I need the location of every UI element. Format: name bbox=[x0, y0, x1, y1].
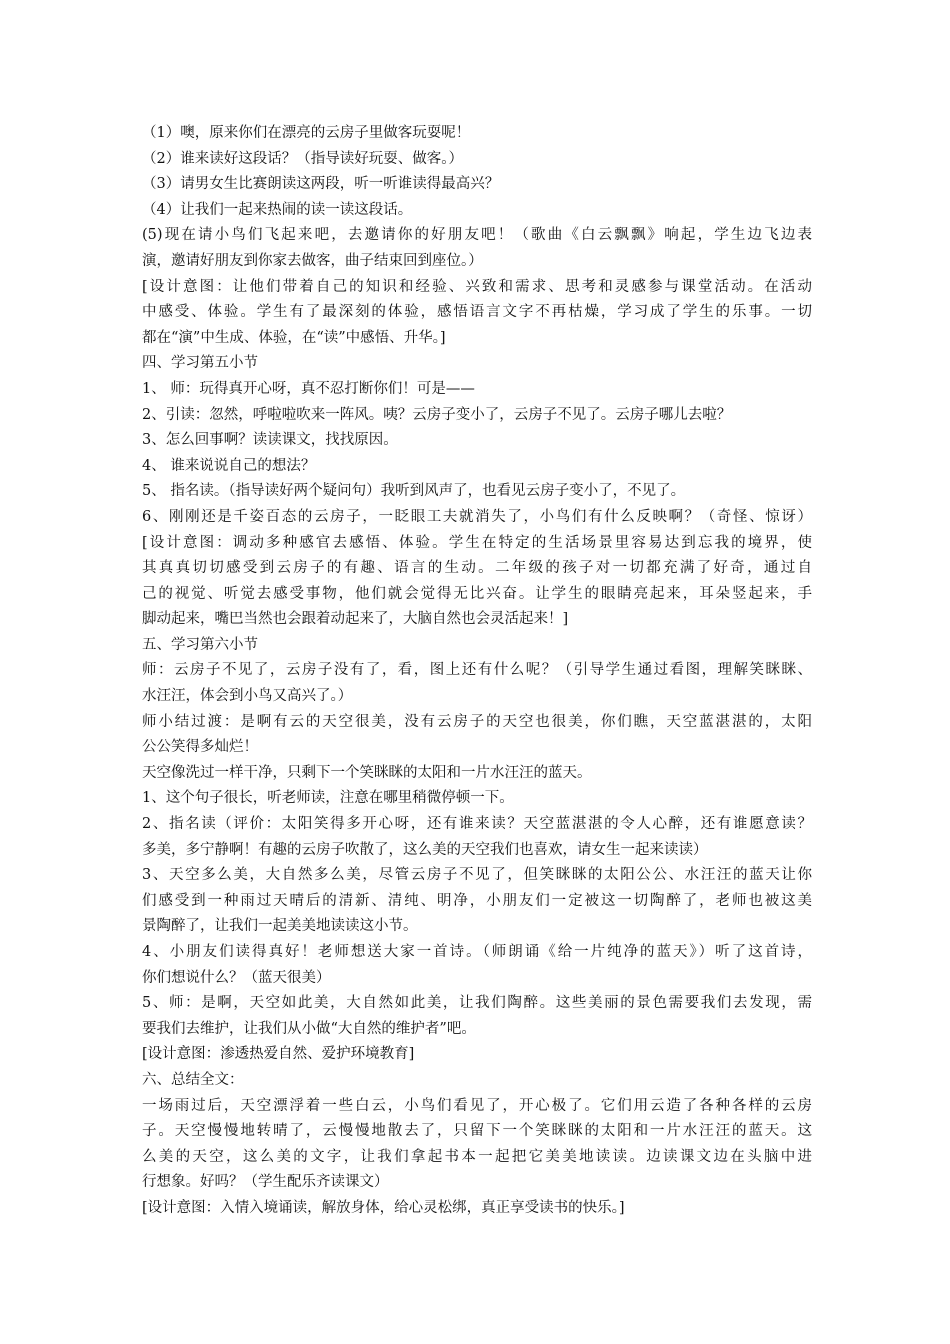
text-line: 一场雨过后，天空漂浮着一些白云，小鸟们看见了，开心极了。它们用云造了各种各样的云房 bbox=[142, 1097, 812, 1114]
text-line: 师：云房子不见了，云房子没有了，看，图上还有什么呢？（引导学生通过看图，理解笑眯眯、 bbox=[142, 662, 812, 679]
text-line: 4、小朋友们读得真好！老师想送大家一首诗。（师朗诵《给一片纯净的蓝天》）听了这首诗， bbox=[142, 944, 812, 960]
text-line: 么美的天空，这么美的文字，让我们拿起书本一起把它美美地读读。边读课文边在头脑中进 bbox=[142, 1148, 812, 1165]
text-line: 公公笑得多灿烂！ bbox=[142, 739, 258, 756]
text-line: 2、引读：忽然，呼啦啦吹来一阵风。咦？云房子变小了，云房子不见了。云房子哪儿去啦？ bbox=[142, 406, 732, 423]
text-line: 天空像洗过一样干净，只剩下一个笑眯眯的太阳和一片水汪汪的蓝天。 bbox=[142, 764, 592, 781]
text-line: 五、学习第六小节 bbox=[142, 636, 258, 653]
text-line: 师小结过渡：是啊有云的天空很美，没有云房子的天空也很美，你们瞧，天空蓝湛湛的，太阳 bbox=[142, 713, 812, 730]
text-line: [设计意图：渗透热爱自然、爱护环境教育] bbox=[142, 1046, 415, 1063]
text-line: [设计意图：入情入境诵读，解放身体，给心灵松绑，真正享受读书的快乐。] bbox=[142, 1199, 625, 1216]
text-line: （2）谁来读好这段话？（指导读好玩耍、做客。） bbox=[142, 150, 463, 167]
text-line: [设计意图：让他们带着自己的知识和经验、兴致和需求、思考和灵感参与课堂活动。在活动 bbox=[142, 278, 812, 295]
text-line: 1、 师：玩得真开心呀，真不忍打断你们！可是—— bbox=[142, 380, 475, 397]
text-line: 2、指名读（评价：太阳笑得多开心呀，还有谁来读？天空蓝湛湛的令人心醉，还有谁愿意读？ bbox=[142, 816, 812, 833]
text-line: 景陶醉了，让我们一起美美地读读这小节。 bbox=[142, 918, 418, 935]
document-body bbox=[142, 121, 812, 1222]
text-line: （1）噢，原来你们在漂亮的云房子里做客玩耍呢！ bbox=[142, 125, 471, 141]
text-line: （3）请男女生比赛朗读这两段，听一听谁读得最高兴？ bbox=[142, 176, 500, 193]
text-line: 六、总结全文： bbox=[142, 1071, 244, 1088]
text-line: 己的视觉、听觉去感受事物，他们就会觉得无比兴奋。让学生的眼睛亮起来，耳朵竖起来，手 bbox=[142, 585, 812, 602]
text-line: 3、天空多么美，大自然多么美，尽管云房子不见了，但笑眯眯的太阳公公、水汪汪的蓝天让你 bbox=[142, 867, 812, 884]
text-line: （4）让我们一起来热闹的读一读这段话。 bbox=[142, 201, 413, 218]
text-line: 脚动起来，嘴巴当然也会跟着动起来了，大脑自然也会灵活起来！] bbox=[142, 611, 569, 628]
text-line: 行想象。好吗？（学生配乐齐读课文） bbox=[142, 1174, 389, 1191]
text-line: 子。天空慢慢地转晴了，云慢慢地散去了，只留下一个笑眯眯的太阳和一片水汪汪的蓝天。这 bbox=[142, 1123, 812, 1140]
text-line: 四、学习第五小节 bbox=[142, 355, 258, 372]
text-line: 其真真切切感受到云房子的有趣、语言的生动。二年级的孩子对一切都充满了好奇，通过自 bbox=[142, 560, 812, 577]
text-line: 水汪汪，体会到小鸟又高兴了。） bbox=[142, 688, 353, 705]
text-line: 们感受到一种雨过天晴后的清新、清纯、明净，小朋友们一定被这一切陶醉了，老师也被这美 bbox=[142, 892, 812, 909]
text-line: (5)现在请小鸟们飞起来吧，去邀请你的好朋友吧！（歌曲《白云飘飘》响起，学生边飞边表 bbox=[142, 227, 812, 244]
text-line: 3、怎么回事啊？读读课文，找找原因。 bbox=[142, 432, 398, 449]
text-line: 多美，多宁静啊！有趣的云房子吹散了，这么美的天空我们也喜欢，请女生一起来读读） bbox=[142, 841, 708, 858]
text-line: 演，邀请好朋友到你家去做客，曲子结束回到座位。） bbox=[142, 252, 483, 269]
text-line: 4、 谁来说说自己的想法？ bbox=[142, 457, 316, 474]
text-line: [设计意图：调动多种感官去感悟、体验。学生在特定的生活场景里容易达到忘我的境界，使 bbox=[142, 534, 812, 551]
text-line: 1、这个句子很长，听老师读，注意在哪里稍微停顿一下。 bbox=[142, 790, 514, 807]
text-line: 6、刚刚还是千姿百态的云房子，一眨眼工夫就消失了，小鸟们有什么反映啊？（奇怪、惊讶） bbox=[142, 508, 812, 525]
text-line: 5、师：是啊，天空如此美，大自然如此美，让我们陶醉。这些美丽的景色需要我们去发现，需 bbox=[142, 995, 812, 1012]
text-line: 中感受、体验。学生有了最深刻的体验，感悟语言文字不再枯燥，学习成了学生的乐事。一切 bbox=[142, 304, 812, 321]
text-line: 都在“演”中生成、体验，在“读”中感悟、升华。] bbox=[142, 329, 446, 346]
text-line: 你们想说什么？（蓝天很美） bbox=[142, 969, 331, 986]
text-line: 要我们去维护，让我们从小做“大自然的维护者”吧。 bbox=[142, 1020, 476, 1037]
text-line: 5、 指名读。（指导读好两个疑问句）我听到风声了，也看见云房子变小了，不见了。 bbox=[142, 483, 686, 500]
